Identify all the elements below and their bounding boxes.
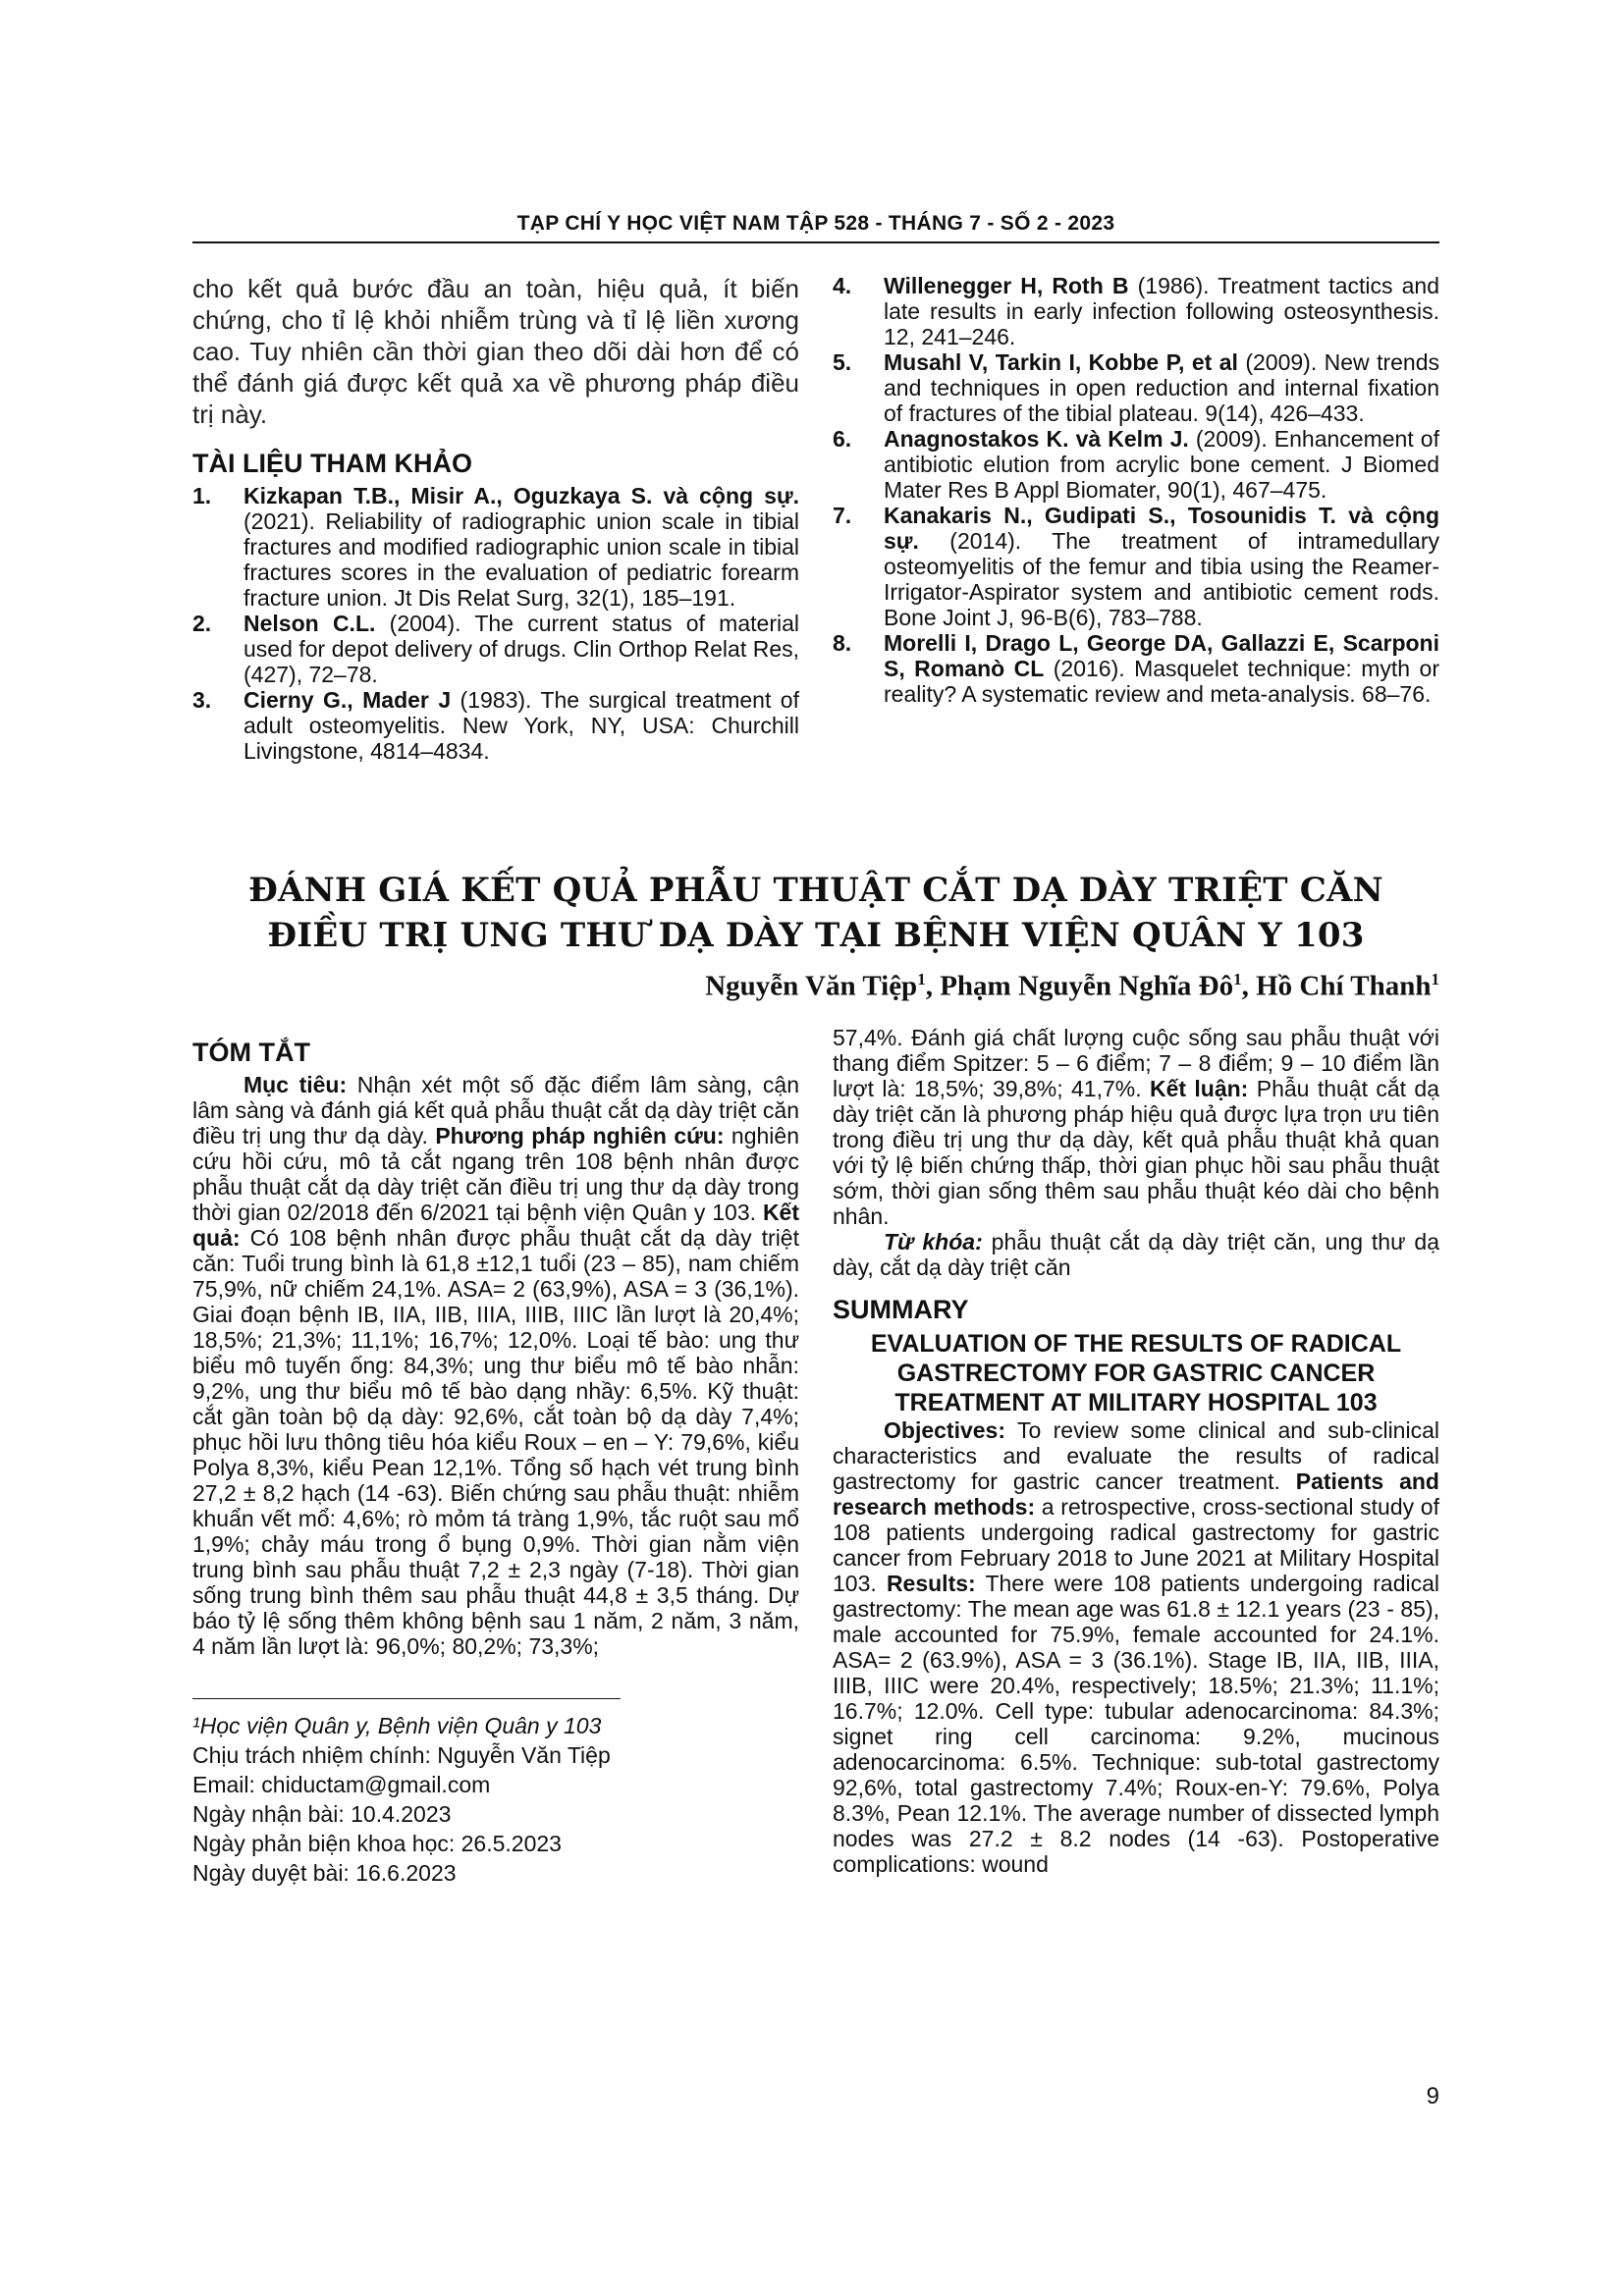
author-affiliation-mark: 1 [917, 970, 926, 988]
methods-text: nghiên cứu hồi cứu, mô tả cắt ngang trên 108 bệnh nhân được phẫu thuật cắt dạ dày triệt căn điều trị ung thư dạ dày trong thời gian 02/2018 đến 6/2021 tại bệnh viện Quân y 103. [192, 1123, 799, 1225]
author-affiliation-mark: 1 [1233, 970, 1242, 988]
page-number: 9 [1426, 2083, 1439, 2109]
author-list [705, 970, 1439, 1003]
reference-number: 8. [833, 630, 852, 656]
footnote-affiliation: ¹Học viện Quân y, Bệnh viện Quân y 103 [192, 1713, 602, 1738]
author-name: Hồ Chí Thanh [1256, 970, 1432, 1002]
conclusion-label: Kết luận: [1149, 1076, 1249, 1101]
results-text-left: Có 108 bệnh nhân được phẫu thuật cắt dạ dày triệt căn: Tuổi trung bình là 61,8 ±12,1 tuổi (23 – 85), nam chiếm 75,9%, nữ chiếm 24,1%. ASA= 2 (63,9%), ASA = 3 (36,1%). Giai đoạn bệnh IB, IIA, IIB, IIIA, IIIB, IIIC lần lượt là 20,4%; 18,5%; 21,3%; 11,1%; 16,7%; 12,0%. Loại tế bào: ung thư biểu mô tuyến ống: 84,3%; ung thư biểu mô tế bào nhẫn: 9,2%, ung thư biểu mô tế bào dạng nhầy: 6,5%. Kỹ thuật: cắt gần toàn bộ dạ dày: 92,6%, cắt toàn bộ dạ dày 7,4%; phục hồi lưu thông tiêu hóa kiểu Roux – en – Y: 79,6%, kiểu Polya 8,3%, kiểu Pean 12,1%. Tổng số hạch vét trung bình 27,2 ± 8,2 hạch (14 -63). Biến chứng sau phẫu thuật: nhiễm khuẩn vết mổ: 4,6%; rò mỏm tá tràng 1,9%, tắc ruột sau mổ 1,9%; chảy máu trong ổ bụng 0,9%. Thời gian nằm viện trung bình sau phẫu thuật 7,2 ± 2,3 ngày (7-18). Thời gian sống trung bình thêm sau phẫu thuật 44,8 ± 3,5 tháng. Dự báo tỷ lệ sống thêm không bệnh sau 1 năm, 2 năm, 3 năm, 4 năm lần lượt là: 96,0%; 80,2%; 73,3%; [192, 1225, 799, 1659]
methods-label: Phương pháp nghiên cứu: [435, 1123, 725, 1148]
summary-title: EVALUATION OF THE RESULTS OF RADICAL GASTRECTOMY FOR GASTRIC CANCER TREATMENT AT MILITARY HOSPITAL 103 [870, 1330, 1402, 1416]
summary-paragraph [833, 1417, 1439, 1877]
reference-details: (2016). Masquelet technique: myth or reality? A systematic review and meta-analysis. 68–76. [884, 656, 1440, 707]
reference-text [884, 630, 1439, 707]
abstract-vi-paragraph [192, 1072, 799, 1659]
reference-authors: Morelli I, Drago L, George DA, Gallazzi E, Scarponi S, Romanò CL [884, 630, 1439, 681]
reference-details: (2004). The current status of material used for depot delivery of drugs. Clin Orthop Relat Res, (427), 72–78. [244, 611, 799, 687]
reference-item [192, 687, 799, 764]
reference-text [884, 349, 1439, 426]
reference-item [833, 273, 1439, 349]
header-rule [192, 241, 1439, 243]
article-title-line-1: ĐÁNH GIÁ KẾT QUẢ PHẪU THUẬT CẮT DẠ DÀY TRIỆT CĂN [248, 871, 1383, 910]
reference-number: 2. [192, 611, 212, 636]
author-name: Phạm Nguyễn Nghĩa Đô [940, 970, 1234, 1002]
author-affiliation-mark: 1 [1431, 970, 1439, 988]
reference-item [192, 611, 799, 687]
objective-text: Nhận xét một số đặc điểm lâm sàng, cận lâm sàng và đánh giá kết quả phẫu thuật cắt dạ dày triệt căn điều trị ung thư dạ dày. [192, 1072, 799, 1148]
reference-number: 3. [192, 687, 212, 713]
reference-text [244, 611, 799, 687]
footnote-reviewed: Ngày phản biện khoa học: 26.5.2023 [192, 1831, 562, 1856]
reference-authors: Nelson C.L. [244, 611, 376, 636]
reference-details: (2021). Reliability of radiographic union scale in tibial fractures and modified radiographic union scale in tibial fractures scores in the evaluation of pediatric forearm fracture union. Jt Dis Relat Surg, 32(1), 185–191. [244, 508, 799, 611]
objectives-label-en: Objectives: [884, 1417, 1005, 1443]
objectives-text-en: To review some clinical and sub-clinical characteristics and evaluate the results of radical gastrectomy for gastric cancer treatment. [833, 1417, 1439, 1494]
reference-authors: Anagnostakos K. và Kelm J. [884, 426, 1189, 452]
results-text-right: 57,4%. Đánh giá chất lượng cuộc sống sau phẫu thuật với thang điểm Spitzer: 5 – 6 điểm; 7 – 8 điểm; 9 – 10 điểm lần lượt là: 18,5%; 39,8%; 41,7%. [833, 1025, 1439, 1101]
footnote-received: Ngày nhận bài: 10.4.2023 [192, 1801, 452, 1827]
summary-heading: SUMMARY [833, 1295, 969, 1324]
abstract-heading: TÓM TẮT [192, 1038, 310, 1067]
author-name: Nguyễn Văn Tiệp [705, 970, 918, 1002]
methods-text-en: a retrospective, cross-sectional study of 108 patients undergoing radical gastrectomy for gastric cancer from February 2018 to June 2021 at Military Hospital 103. [833, 1494, 1439, 1596]
methods-label-en: Patients and research methods: [833, 1468, 1439, 1520]
reference-details: (2014). The treatment of intramedullary osteomyelitis of the femur and tibia using the Reamer-Irrigator-Aspirator system and antibiotic cement rods. Bone Joint J, 96-B(6), 783–788. [884, 528, 1439, 630]
footnote-responsible: Chịu trách nhiệm chính: Nguyễn Văn Tiệp [192, 1742, 611, 1768]
reference-text [244, 687, 799, 764]
reference-authors: Musahl V, Tarkin I, Kobbe P, et al [884, 349, 1238, 375]
footnote-rule [192, 1698, 621, 1699]
reference-text [884, 426, 1439, 503]
keywords-paragraph [833, 1229, 1439, 1280]
reference-item [833, 503, 1439, 630]
objective-label: Mục tiêu: [244, 1072, 348, 1097]
reference-item [833, 630, 1439, 707]
abstract-left-column [192, 1037, 799, 1888]
reference-details: (1986). Treatment tactics and late results in early infection following osteosynthesis. 12, 241–246. [884, 273, 1439, 349]
references-list-left [192, 483, 799, 764]
reference-details: (1983). The surgical treatment of adult osteomyelitis. New York, NY, USA: Churchill Livingstone, 4814–4834. [244, 687, 799, 764]
reference-number: 6. [833, 426, 852, 452]
results-label: Kết quả: [192, 1200, 799, 1251]
reference-authors: Cierny G., Mader J [244, 687, 452, 713]
reference-text [244, 483, 799, 611]
conclusion-text: Phẫu thuật cắt dạ dày triệt căn là phương pháp hiệu quả được lựa trọn ưu tiên trong điều trị ung thư dạ dày, kết quả phẫu thuật khả quan với tỷ lệ biến chứng thấp, thời gian phục hồi sau phẫu thuật sớm, thời gian sống thêm sau phẫu thuật kéo dài cho bệnh nhân. [833, 1076, 1439, 1229]
reference-details: (2009). New trends and techniques in open reduction and internal fixation of fractures of the tibial plateau. 9(14), 426–433. [884, 349, 1440, 426]
reference-number: 1. [192, 483, 212, 508]
journal-header: TẠP CHÍ Y HỌC VIỆT NAM TẬP 528 - THÁNG 7 - SỐ 2 - 2023 [516, 212, 1115, 235]
prev-article-left-column [192, 273, 799, 764]
reference-number: 7. [833, 503, 852, 528]
article-title [192, 868, 1439, 958]
footnotes [192, 1711, 799, 1888]
reference-number: 5. [833, 349, 852, 375]
reference-details: (2009). Enhancement of antibiotic elution from acrylic bone cement. J Biomed Mater Res B Appl Biomater, 90(1), 467–475. [884, 426, 1439, 503]
reference-authors: Kanakaris N., Gudipati S., Tosounidis T. và cộng sự. [884, 503, 1439, 554]
footnote-approved: Ngày duyệt bài: 16.6.2023 [192, 1860, 457, 1886]
references-heading: TÀI LIỆU THAM KHẢO [192, 449, 472, 478]
abstract-vi-continued [833, 1025, 1439, 1229]
author-separator: , [925, 970, 941, 1002]
prev-article-right-column [833, 273, 1439, 707]
reference-authors: Kizkapan T.B., Misir A., Oguzkaya S. và cộng sự. [244, 483, 799, 508]
article-title-line-2: ĐIỀU TRỊ UNG THƯ DẠ DÀY TẠI BỆNH VIỆN QUÂN Y 103 [267, 916, 1365, 955]
reference-authors: Willenegger H, Roth B [884, 273, 1129, 298]
reference-text [884, 273, 1439, 349]
author-separator: , [1241, 970, 1257, 1002]
abstract-right-column [833, 1025, 1439, 1877]
footnote-email: Email: chiductam@gmail.com [192, 1772, 491, 1797]
results-label-en: Results: [886, 1571, 976, 1596]
results-text-en: There were 108 patients undergoing radical gastrectomy: The mean age was 61.8 ± 12.1 years (23 - 85), male accounted for 75.9%, female accounted for 24.1%. ASA= 2 (63.9%), ASA = 3 (36.1%). Stage IB, IIA, IIB, IIIA, IIIB, IIIC were 20.4%, respectively; 18.5%; 21.3%; 11.1%; 16.7%; 12.0%. Cell type: tubular adenocarcinoma: 84.3%; signet ring cell carcinoma: 9.2%, mucinous adenocarcinoma: 6.5%. Technique: sub-total gastrectomy 92,6%, total gastrectomy 7.4%; Roux-en-Y: 79.6%, Polya 8.3%, Pean 12.1%. The average number of dissected lymph nodes was 27.2 ± 8.2 nodes (14 -63). Postoperative complications: wound [833, 1571, 1439, 1877]
keywords-label: Từ khóa: [884, 1229, 983, 1255]
reference-item [192, 483, 799, 611]
references-list-right [833, 273, 1439, 707]
reference-item [833, 426, 1439, 503]
reference-text [884, 503, 1439, 630]
keywords-text: phẫu thuật cắt dạ dày triệt căn, ung thư dạ dày, cắt dạ dày triệt căn [833, 1229, 1439, 1280]
reference-number: 4. [833, 273, 852, 298]
reference-item [833, 349, 1439, 426]
prev-article-conclusion: cho kết quả bước đầu an toàn, hiệu quả, ít biến chứng, cho tỉ lệ khỏi nhiễm trùng và tỉ lệ liền xương cao. Tuy nhiên cần thời gian theo dõi dài hơn để có thể đánh giá được kết quả xa về phương pháp điều trị này. [192, 274, 799, 429]
